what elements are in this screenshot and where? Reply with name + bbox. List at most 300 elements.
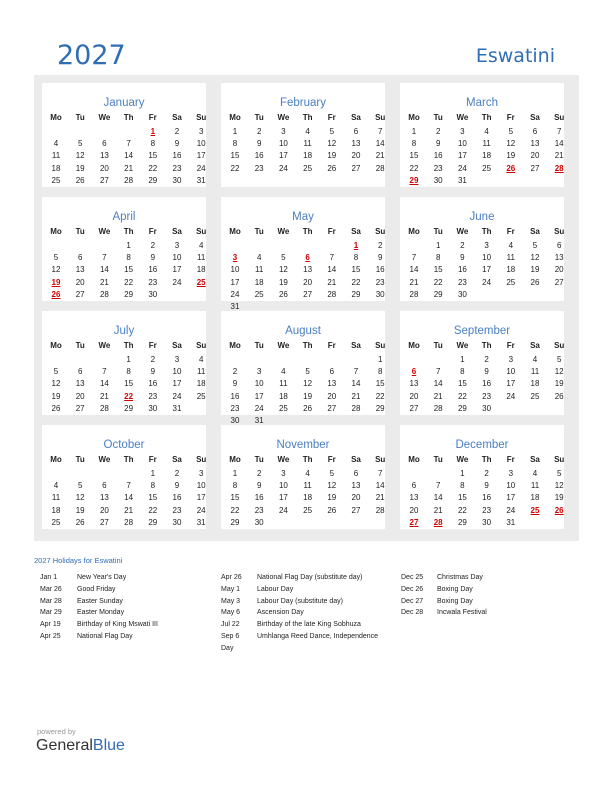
weekday-header: Su (554, 113, 565, 122)
day-cell: 29 (457, 517, 467, 527)
holiday-date: Apr 26 (221, 574, 242, 581)
day-cell: 12 (51, 379, 61, 389)
holiday-name: Incwala Festival (437, 609, 487, 617)
day-cell: 26 (51, 403, 61, 413)
month-name: August (285, 325, 321, 337)
weekday-header: Mo (50, 341, 62, 350)
weekday-header: Mo (408, 227, 420, 236)
holiday-name: Labour Day (substitute day) (257, 597, 343, 605)
day-cell: 29 (124, 403, 134, 413)
day-cell: 29 (351, 289, 361, 299)
holiday-date: May 3 (221, 597, 241, 605)
day-cell: 16 (433, 151, 443, 161)
day-cell: 12 (554, 481, 564, 491)
day-cell: 20 (327, 391, 337, 401)
day-cell: 1 (232, 469, 238, 478)
weekday-header: Tu (433, 455, 443, 464)
month-february (221, 83, 385, 187)
weekday-header: Mo (408, 113, 420, 122)
day-cell: 21 (433, 391, 443, 401)
powered-by-text: powered by (37, 727, 76, 736)
day-cell: 30 (230, 416, 240, 425)
day-cell: 14 (554, 139, 564, 149)
weekday-header: Fr (148, 455, 157, 464)
month-may (221, 197, 386, 311)
day-cell: 8 (411, 139, 417, 149)
month-september (400, 311, 564, 415)
day-cell: 1 (232, 127, 238, 136)
holiday-name: Ascension Day (257, 609, 304, 617)
day-cell: 19 (278, 277, 288, 287)
day-cell: 20 (409, 391, 419, 401)
weekday-header: Sa (172, 341, 182, 350)
day-cell: 22 (124, 277, 134, 287)
holiday-date: Mar 29 (40, 609, 62, 617)
weekday-header: Su (196, 113, 207, 122)
holiday-date: Dec 27 (401, 597, 424, 605)
day-cell: 2 (377, 241, 383, 250)
day-cell: 25 (506, 277, 516, 287)
day-cell: 20 (75, 391, 85, 401)
day-cell: 18 (530, 493, 540, 503)
day-cell: 16 (457, 265, 467, 275)
holiday-name: Easter Sunday (77, 597, 123, 605)
month-name: February (279, 97, 327, 109)
month-december (400, 425, 564, 529)
day-cell: 28 (99, 403, 109, 413)
day-cell: 10 (278, 139, 288, 149)
day-cell: 5 (53, 367, 59, 377)
day-cell: 30 (433, 175, 443, 185)
holiday-name: Good Friday (77, 585, 116, 593)
day-cell: 3 (281, 469, 286, 478)
weekday-header: Th (302, 341, 313, 350)
holiday-name: Birthday of King Mswati III (77, 621, 158, 629)
day-cell: 20 (99, 163, 109, 173)
day-cell: 12 (75, 493, 85, 503)
day-cell: 10 (254, 379, 264, 389)
day-cell: 11 (303, 139, 312, 149)
day-cell: 8 (435, 253, 441, 263)
day-cell: 24 (196, 505, 206, 515)
month-march (400, 83, 564, 187)
brand-part-blue: Blue (92, 737, 125, 754)
day-cell: 18 (196, 379, 206, 389)
weekday-header: Mo (50, 455, 62, 464)
day-cell: 11 (482, 139, 491, 149)
holiday-name: Easter Monday (77, 609, 125, 617)
weekday-header: Sa (530, 455, 540, 464)
day-cell: 23 (254, 163, 264, 173)
day-cell: 11 (279, 379, 288, 389)
holiday-day: 19 (51, 277, 61, 287)
day-cell: 21 (327, 277, 337, 287)
day-cell: 15 (148, 493, 158, 503)
month-name: March (466, 97, 498, 109)
day-cell: 16 (148, 265, 158, 275)
holiday-day: 1 (353, 241, 359, 250)
day-cell: 11 (255, 265, 264, 275)
day-cell: 5 (556, 355, 562, 364)
day-cell: 2 (460, 241, 465, 250)
day-cell: 30 (482, 517, 492, 527)
day-cell: 23 (254, 505, 264, 515)
day-cell: 21 (99, 391, 109, 401)
day-cell: 31 (506, 517, 516, 527)
day-cell: 22 (148, 163, 158, 173)
day-cell: 23 (375, 277, 385, 287)
day-cell: 21 (554, 151, 564, 161)
weekday-header: Mo (229, 113, 241, 122)
weekday-header: Fr (148, 113, 157, 122)
day-cell: 7 (102, 367, 107, 377)
day-cell: 24 (172, 391, 182, 401)
day-cell: 27 (99, 175, 109, 185)
day-cell: 4 (281, 367, 286, 377)
day-cell: 6 (353, 469, 359, 478)
holiday-day: 27 (409, 517, 419, 527)
day-cell: 17 (506, 379, 516, 389)
day-cell: 12 (303, 379, 313, 389)
day-cell: 11 (530, 367, 540, 377)
day-cell: 10 (506, 481, 516, 491)
day-cell: 28 (375, 505, 385, 515)
day-cell: 6 (532, 127, 538, 136)
day-cell: 9 (174, 139, 180, 149)
holiday-date: Apr 19 (40, 621, 61, 629)
day-cell: 1 (377, 355, 383, 364)
weekday-header: Fr (506, 455, 515, 464)
day-cell: 3 (198, 469, 204, 478)
weekday-header: Fr (327, 455, 336, 464)
day-cell: 8 (460, 367, 465, 377)
day-cell: 3 (174, 241, 180, 250)
holiday-date: Jan 1 (40, 574, 58, 581)
day-cell: 10 (172, 253, 182, 263)
day-cell: 15 (433, 265, 443, 275)
day-cell: 10 (482, 253, 492, 263)
day-cell: 2 (256, 127, 262, 136)
day-cell: 5 (53, 253, 59, 263)
day-cell: 6 (411, 481, 417, 491)
day-cell: 6 (353, 127, 359, 136)
weekday-header: Sa (530, 341, 540, 350)
day-cell: 4 (198, 355, 204, 364)
day-cell: 16 (148, 379, 158, 389)
day-cell: 3 (256, 367, 262, 377)
weekday-header: Sa (351, 227, 361, 236)
day-cell: 17 (278, 151, 288, 161)
day-cell: 2 (256, 469, 262, 478)
day-cell: 26 (530, 277, 540, 287)
day-cell: 31 (196, 517, 206, 527)
day-cell: 12 (51, 265, 61, 275)
day-cell: 10 (457, 139, 467, 149)
day-cell: 19 (75, 505, 85, 515)
month-july (42, 311, 206, 415)
day-cell: 20 (554, 265, 564, 275)
day-cell: 2 (174, 469, 180, 478)
month-october (42, 425, 206, 529)
day-cell: 19 (530, 265, 540, 275)
weekday-header: We (456, 113, 469, 122)
holiday-name: Birthday of the late King Sobhuza (257, 621, 361, 629)
day-cell: 11 (51, 493, 61, 503)
day-cell: 25 (196, 391, 206, 401)
day-cell: 29 (148, 517, 158, 527)
day-cell: 21 (124, 163, 134, 173)
month-name: June (469, 211, 495, 223)
day-cell: 8 (126, 367, 131, 377)
weekday-header: Th (123, 455, 134, 464)
weekday-header: Mo (50, 113, 62, 122)
generalblue-logo[interactable] (36, 737, 125, 755)
day-cell: 30 (148, 289, 158, 299)
weekday-header: We (456, 455, 469, 464)
holidays-title: 2027 Holidays for Eswatini (34, 556, 123, 565)
day-cell: 21 (375, 151, 385, 161)
weekday-header: Fr (148, 227, 157, 236)
day-cell: 1 (460, 469, 465, 478)
day-cell: 27 (351, 505, 361, 515)
weekday-header: We (277, 455, 290, 464)
day-cell: 27 (554, 277, 564, 287)
holiday-date: Apr 25 (40, 633, 61, 640)
weekday-header: Fr (327, 113, 336, 122)
day-cell: 24 (506, 505, 516, 515)
day-cell: 23 (172, 163, 182, 173)
day-cell: 14 (99, 265, 109, 275)
day-cell: 29 (124, 289, 134, 299)
holiday-day: 6 (411, 367, 417, 377)
day-cell: 25 (254, 289, 264, 299)
day-cell: 18 (51, 505, 61, 515)
day-cell: 13 (409, 379, 419, 389)
day-cell: 24 (506, 391, 516, 401)
holiday-day: 3 (232, 253, 238, 263)
weekday-header: Sa (530, 113, 540, 122)
day-cell: 22 (375, 391, 385, 401)
day-cell: 3 (484, 241, 489, 250)
day-cell: 7 (377, 127, 383, 136)
holiday-date: Dec 28 (401, 609, 424, 617)
day-cell: 8 (126, 253, 131, 263)
day-cell: 4 (508, 241, 514, 250)
day-cell: 24 (457, 163, 467, 173)
day-cell: 25 (303, 163, 313, 173)
day-cell: 14 (433, 493, 443, 503)
day-cell: 11 (303, 481, 312, 491)
day-cell: 7 (102, 253, 107, 263)
day-cell: 23 (433, 163, 443, 173)
weekday-header: Mo (408, 341, 420, 350)
day-cell: 5 (508, 127, 514, 136)
weekday-header: Su (554, 341, 565, 350)
day-cell: 13 (303, 265, 313, 275)
holiday-day: 28 (433, 517, 443, 527)
day-cell: 29 (148, 175, 158, 185)
day-cell: 15 (230, 493, 240, 503)
day-cell: 12 (327, 139, 337, 149)
day-cell: 30 (482, 403, 492, 413)
day-cell: 20 (75, 277, 85, 287)
weekday-header: Su (375, 455, 386, 464)
day-cell: 15 (148, 151, 158, 161)
weekday-header: Mo (408, 455, 420, 464)
day-cell: 9 (174, 481, 180, 491)
day-cell: 28 (433, 403, 443, 413)
day-cell: 2 (150, 355, 156, 364)
day-cell: 24 (482, 277, 492, 287)
holiday-day: 1 (150, 127, 156, 136)
country-title: Eswatini (475, 45, 555, 67)
month-name: September (453, 325, 511, 337)
day-cell: 16 (172, 493, 182, 503)
day-cell: 31 (172, 403, 182, 413)
day-cell: 21 (409, 277, 419, 287)
day-cell: 11 (506, 253, 515, 263)
month-april (42, 197, 206, 301)
weekday-header: Tu (254, 113, 264, 122)
day-cell: 17 (196, 151, 206, 161)
day-cell: 22 (230, 505, 240, 515)
day-cell: 23 (482, 505, 492, 515)
day-cell: 16 (375, 265, 385, 275)
day-cell: 5 (281, 253, 286, 263)
day-cell: 14 (327, 265, 337, 275)
day-cell: 15 (230, 151, 240, 161)
day-cell: 19 (75, 163, 85, 173)
weekday-header: We (277, 113, 290, 122)
day-cell: 22 (457, 505, 467, 515)
day-cell: 21 (433, 505, 443, 515)
day-cell: 3 (508, 355, 514, 364)
weekday-header: We (277, 227, 290, 236)
day-cell: 7 (411, 253, 417, 263)
weekday-header: Su (196, 455, 207, 464)
holiday-name: New Year's Day (77, 574, 127, 581)
weekday-header: Fr (506, 227, 515, 236)
day-cell: 5 (329, 469, 335, 478)
day-cell: 30 (457, 289, 467, 299)
day-cell: 19 (51, 391, 61, 401)
weekday-header: Th (123, 227, 134, 236)
day-cell: 23 (230, 403, 240, 413)
holiday-day: 22 (124, 391, 134, 401)
day-cell: 19 (554, 379, 564, 389)
day-cell: 7 (126, 481, 131, 491)
day-cell: 24 (278, 163, 288, 173)
day-cell: 13 (554, 253, 564, 263)
day-cell: 2 (435, 127, 441, 136)
weekday-header: Tu (433, 341, 443, 350)
day-cell: 27 (99, 517, 109, 527)
day-cell: 15 (375, 379, 385, 389)
day-cell: 26 (327, 505, 337, 515)
day-cell: 12 (554, 367, 564, 377)
day-cell: 28 (99, 289, 109, 299)
day-cell: 1 (126, 241, 131, 250)
day-cell: 13 (99, 493, 109, 503)
weekday-header: Th (123, 341, 134, 350)
day-cell: 26 (75, 517, 85, 527)
day-cell: 8 (150, 139, 156, 149)
day-cell: 1 (435, 241, 441, 250)
day-cell: 3 (198, 127, 204, 136)
day-cell: 4 (256, 253, 262, 263)
weekday-header: Tu (75, 113, 85, 122)
day-cell: 7 (353, 367, 359, 377)
day-cell: 20 (303, 277, 313, 287)
day-cell: 9 (256, 139, 262, 149)
day-cell: 19 (327, 493, 337, 503)
day-cell: 13 (327, 379, 337, 389)
day-cell: 6 (556, 241, 562, 250)
day-cell: 25 (482, 163, 492, 173)
day-cell: 13 (99, 151, 109, 161)
day-cell: 19 (303, 391, 313, 401)
weekday-header: We (456, 341, 469, 350)
holiday-name: Boxing Day (437, 585, 473, 593)
day-cell: 9 (377, 253, 383, 263)
day-cell: 2 (150, 241, 156, 250)
day-cell: 31 (254, 416, 264, 425)
day-cell: 16 (172, 151, 182, 161)
weekday-header: We (98, 113, 111, 122)
holiday-day: 28 (554, 163, 564, 173)
day-cell: 4 (305, 469, 310, 478)
day-cell: 18 (196, 265, 206, 275)
day-cell: 13 (75, 379, 85, 389)
day-cell: 30 (172, 517, 182, 527)
day-cell: 27 (327, 403, 337, 413)
day-cell: 21 (99, 277, 109, 287)
day-cell: 27 (530, 163, 540, 173)
day-cell: 24 (230, 289, 240, 299)
weekday-header: Th (481, 455, 492, 464)
day-cell: 22 (351, 277, 361, 287)
day-cell: 9 (435, 139, 441, 149)
holiday-date: Day (221, 644, 234, 652)
weekday-header: Th (302, 455, 313, 464)
holiday-date: Jul 22 (221, 621, 240, 629)
day-cell: 28 (124, 175, 134, 185)
day-cell: 14 (124, 493, 134, 503)
day-cell: 27 (75, 403, 85, 413)
day-cell: 29 (457, 403, 467, 413)
day-cell: 6 (77, 253, 83, 263)
holiday-date: May 1 (221, 585, 241, 593)
day-cell: 5 (556, 469, 562, 478)
day-cell: 11 (197, 367, 206, 377)
weekday-header: Fr (327, 227, 336, 236)
day-cell: 22 (148, 505, 158, 515)
day-cell: 8 (377, 367, 383, 377)
holiday-name: Umhlanga Reed Dance, Independence (257, 633, 379, 640)
day-cell: 29 (375, 403, 385, 413)
day-cell: 12 (506, 139, 516, 149)
holiday-date: Dec 25 (401, 574, 424, 581)
weekday-header: Fr (506, 113, 515, 122)
day-cell: 4 (484, 127, 489, 136)
day-cell: 4 (532, 355, 538, 364)
day-cell: 10 (506, 367, 516, 377)
day-cell: 15 (124, 265, 134, 275)
month-august (221, 311, 386, 425)
day-cell: 27 (303, 289, 313, 299)
day-cell: 4 (53, 481, 59, 491)
day-cell: 10 (196, 139, 206, 149)
